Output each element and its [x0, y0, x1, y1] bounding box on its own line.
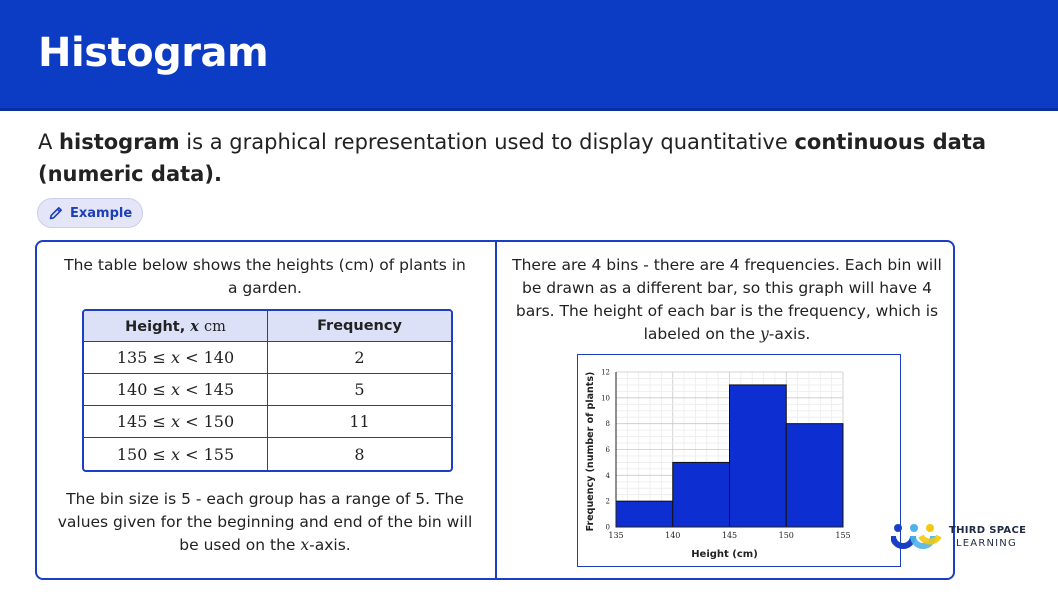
range-upper: 140: [203, 348, 235, 367]
height-range-cell: [84, 374, 268, 406]
range-sym1: ≤: [152, 444, 166, 464]
range-lower: 145: [116, 412, 148, 431]
logo-line-1: THIRD SPACE: [949, 525, 1027, 536]
third-space-logo: [891, 522, 1026, 552]
x-tick-label: 155: [835, 531, 851, 540]
range-lower: 135: [116, 348, 148, 367]
example-card: [35, 240, 955, 580]
left-bottom-text-2: -axis.: [309, 536, 351, 554]
right-explanation-text: [509, 254, 945, 346]
example-tag-label: Example: [70, 205, 133, 221]
table-row: [84, 406, 451, 438]
header-height-unit: cm: [204, 318, 226, 335]
y-tick-label: 2: [605, 497, 610, 506]
table-row: [84, 342, 451, 374]
x-tick-label: 140: [665, 531, 681, 540]
frequency-cell: 2: [268, 342, 451, 374]
y-tick-label: 4: [605, 471, 610, 480]
range-sym1: ≤: [152, 380, 166, 399]
range-upper: 155: [203, 444, 235, 464]
x-tick-label: 145: [721, 531, 738, 540]
range-sym2: <: [185, 348, 199, 367]
y-tick-label: 10: [601, 394, 610, 403]
table-header-row: [84, 311, 451, 342]
left-intro-text: The table below shows the heights (cm) of plants in a garden.: [64, 256, 466, 297]
logo-line-2: LEARNING: [956, 538, 1017, 549]
range-sym1: ≤: [152, 412, 166, 431]
y-tick-label: 6: [605, 446, 610, 454]
example-tag[interactable]: [37, 198, 143, 228]
page-header: [0, 0, 1058, 111]
y-tick-label: 0: [605, 523, 610, 532]
header-height-label: Height,: [125, 318, 186, 335]
histogram-bar: [616, 501, 673, 527]
left-bottom-var: x: [300, 536, 310, 554]
range-lower: 150: [116, 444, 148, 464]
heights-table: [82, 309, 453, 472]
frequency-cell: 11: [268, 406, 451, 438]
page-title: Histogram: [38, 30, 269, 76]
y-tick-label: 8: [605, 420, 610, 429]
header-height-var: x: [190, 317, 199, 335]
right-text-var: y: [760, 325, 769, 343]
right-text-2: -axis.: [768, 325, 811, 343]
left-bottom-text: [57, 488, 473, 557]
height-range-cell: [84, 438, 268, 470]
intro-bold-continuous: continuous data (numeric data).: [38, 130, 987, 186]
frequency-cell: 8: [354, 444, 365, 464]
range-var: x: [170, 380, 181, 399]
intro-paragraph: [38, 126, 1028, 190]
y-tick-label: 12: [601, 368, 610, 377]
histogram-chart: [577, 354, 901, 567]
height-range-cell: [84, 406, 268, 438]
table-row: [84, 438, 451, 470]
range-lower: 140: [116, 380, 148, 399]
range-var: x: [170, 412, 181, 431]
range-upper: 145: [203, 380, 235, 399]
right-text-1: There are 4 bins - there are 4 frequencies. Each bin will be drawn as a different bar, so this graph will have 4 bars. The height of each bar is the frequency, which is labeled on the: [512, 256, 942, 343]
range-sym1: ≤: [152, 348, 166, 367]
logo-mark-icon: [891, 522, 941, 552]
range-sym2: <: [185, 380, 199, 399]
x-tick-label: 150: [778, 531, 794, 540]
histogram-bar: [673, 462, 730, 527]
card-divider: [495, 242, 497, 578]
table-row: [84, 374, 451, 406]
logo-text: [949, 524, 1026, 550]
header-frequency: Frequency: [268, 311, 451, 342]
histogram-bar: [786, 424, 843, 527]
range-upper: 150: [203, 412, 235, 431]
y-axis-label: Frequency (number of plants): [585, 371, 596, 532]
intro-text-1: A: [38, 130, 60, 154]
frequency-cell: 5: [268, 374, 451, 406]
height-range-cell: [84, 342, 268, 374]
range-var: x: [170, 348, 181, 367]
x-axis-label: Height (cm): [691, 549, 758, 560]
x-tick-label: 135: [608, 531, 624, 540]
range-sym2: <: [185, 412, 199, 431]
intro-bold-histogram: histogram: [59, 130, 180, 154]
histogram-svg: [578, 355, 902, 568]
intro-text-2: is a graphical representation used to display quantitative: [179, 130, 795, 154]
histogram-bar: [730, 385, 787, 527]
range-sym2: <: [185, 444, 199, 464]
pencil-icon: [48, 205, 64, 221]
header-height: [84, 311, 268, 342]
left-bottom-text-1: The bin size is 5 - each group has a range of 5. The values given for the beginning and end of the bin will be used on the: [57, 490, 473, 554]
range-var: x: [170, 444, 181, 464]
